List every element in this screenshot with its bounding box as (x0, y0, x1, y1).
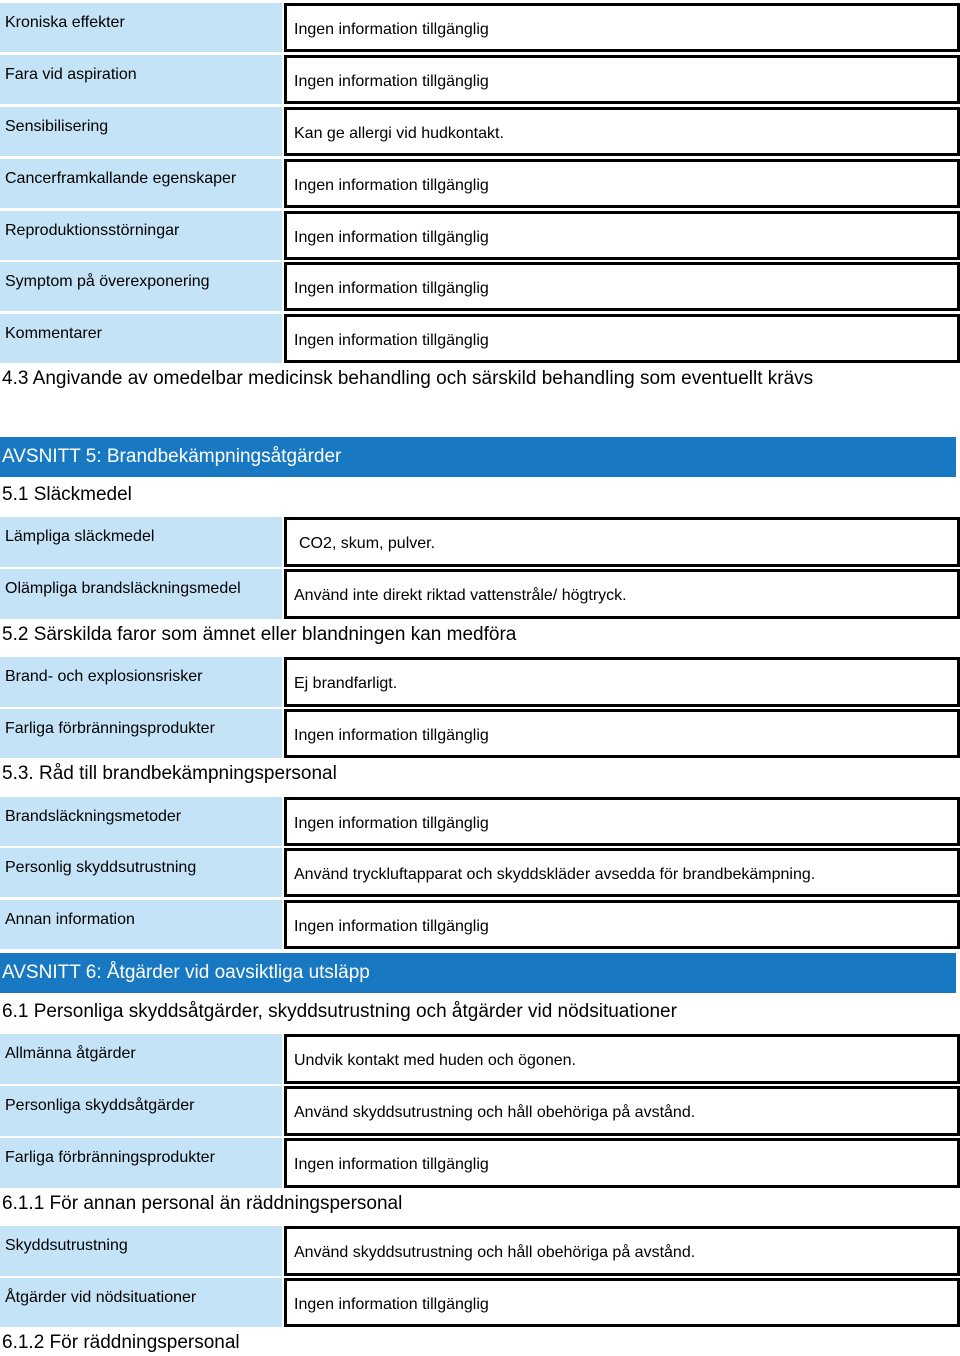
table-row (0, 314, 960, 363)
row-value: Ingen information tillgänglig (284, 709, 960, 758)
row-label: Kroniska effekter (0, 3, 282, 52)
row-label: Kommentarer (0, 314, 282, 363)
row-label: Personlig skyddsutrustning (0, 848, 282, 897)
row-value: Använd tryckluftapparat och skyddskläder avsedda för brandbekämpning. (284, 848, 960, 897)
row-label: Farliga förbränningsprodukter (0, 1138, 282, 1188)
row-label: Olämpliga brandsläckningsmedel (0, 569, 282, 619)
row-label: Allmänna åtgärder (0, 1034, 282, 1084)
row-label: Reproduktionsstörningar (0, 211, 282, 260)
row-value: CO2, skum, pulver. (284, 517, 960, 567)
table-row (0, 55, 960, 104)
table-row (0, 657, 960, 707)
row-value: Ingen information tillgänglig (284, 314, 960, 363)
table-row (0, 1138, 960, 1188)
table-row (0, 709, 960, 758)
row-value: Ingen information tillgänglig (284, 55, 960, 104)
row-value: Använd inte direkt riktad vattenstråle/ högtryck. (284, 569, 960, 619)
table-row (0, 569, 960, 619)
table-row (0, 797, 960, 846)
table-row (0, 1034, 960, 1084)
row-value: Ingen information tillgänglig (284, 797, 960, 846)
table-row (0, 1278, 960, 1327)
row-label: Symptom på överexponering (0, 262, 282, 311)
table-row (0, 1226, 960, 1276)
row-label: Cancerframkallande egenskaper (0, 159, 282, 208)
table-row (0, 1086, 960, 1136)
row-value: Ingen information tillgänglig (284, 159, 960, 208)
heading-5-2: 5.2 Särskilda faror som ämnet eller blandningen kan medföra (2, 624, 517, 645)
row-label: Skyddsutrustning (0, 1226, 282, 1276)
row-label: Annan information (0, 900, 282, 949)
row-label: Brand- och explosionsrisker (0, 657, 282, 707)
table-row (0, 211, 960, 260)
row-value: Ingen information tillgänglig (284, 211, 960, 260)
row-label: Personliga skyddsåtgärder (0, 1086, 282, 1136)
row-label: Brandsläckningsmetoder (0, 797, 282, 846)
row-label: Lämpliga släckmedel (0, 517, 282, 567)
table-row (0, 848, 960, 897)
row-value: Ingen information tillgänglig (284, 1138, 960, 1188)
section-5-header: AVSNITT 5: Brandbekämpningsåtgärder (0, 437, 956, 477)
heading-4-3: 4.3 Angivande av omedelbar medicinsk behandling och särskild behandling som eventuellt krävs (2, 368, 814, 389)
heading-6-1-2: 6.1.2 För räddningspersonal (2, 1332, 240, 1353)
table-row (0, 159, 960, 208)
row-label: Sensibilisering (0, 107, 282, 156)
heading-6-1: 6.1 Personliga skyddsåtgärder, skyddsutrustning och åtgärder vid nödsituationer (2, 1001, 677, 1022)
row-value: Kan ge allergi vid hudkontakt. (284, 107, 960, 156)
row-label: Åtgärder vid nödsituationer (0, 1278, 282, 1327)
table-row (0, 262, 960, 311)
row-value: Ingen information tillgänglig (284, 3, 960, 52)
row-value: Ingen information tillgänglig (284, 1278, 960, 1327)
row-value: Använd skyddsutrustning och håll obehöriga på avstånd. (284, 1086, 960, 1136)
row-label: Farliga förbränningsprodukter (0, 709, 282, 758)
row-label: Fara vid aspiration (0, 55, 282, 104)
table-row (0, 107, 960, 156)
heading-6-1-1: 6.1.1 För annan personal än räddningspersonal (2, 1193, 403, 1214)
section-6-header: AVSNITT 6: Åtgärder vid oavsiktliga utsläpp (0, 953, 956, 993)
table-row (0, 517, 960, 567)
row-value: Ingen information tillgänglig (284, 262, 960, 311)
row-value: Undvik kontakt med huden och ögonen. (284, 1034, 960, 1084)
heading-5-3: 5.3. Råd till brandbekämpningspersonal (2, 763, 337, 784)
row-value: Ingen information tillgänglig (284, 900, 960, 949)
row-value: Använd skyddsutrustning och håll obehöriga på avstånd. (284, 1226, 960, 1276)
table-row (0, 3, 960, 52)
table-row (0, 900, 960, 949)
heading-5-1: 5.1 Släckmedel (2, 484, 132, 505)
row-value: Ej brandfarligt. (284, 657, 960, 707)
